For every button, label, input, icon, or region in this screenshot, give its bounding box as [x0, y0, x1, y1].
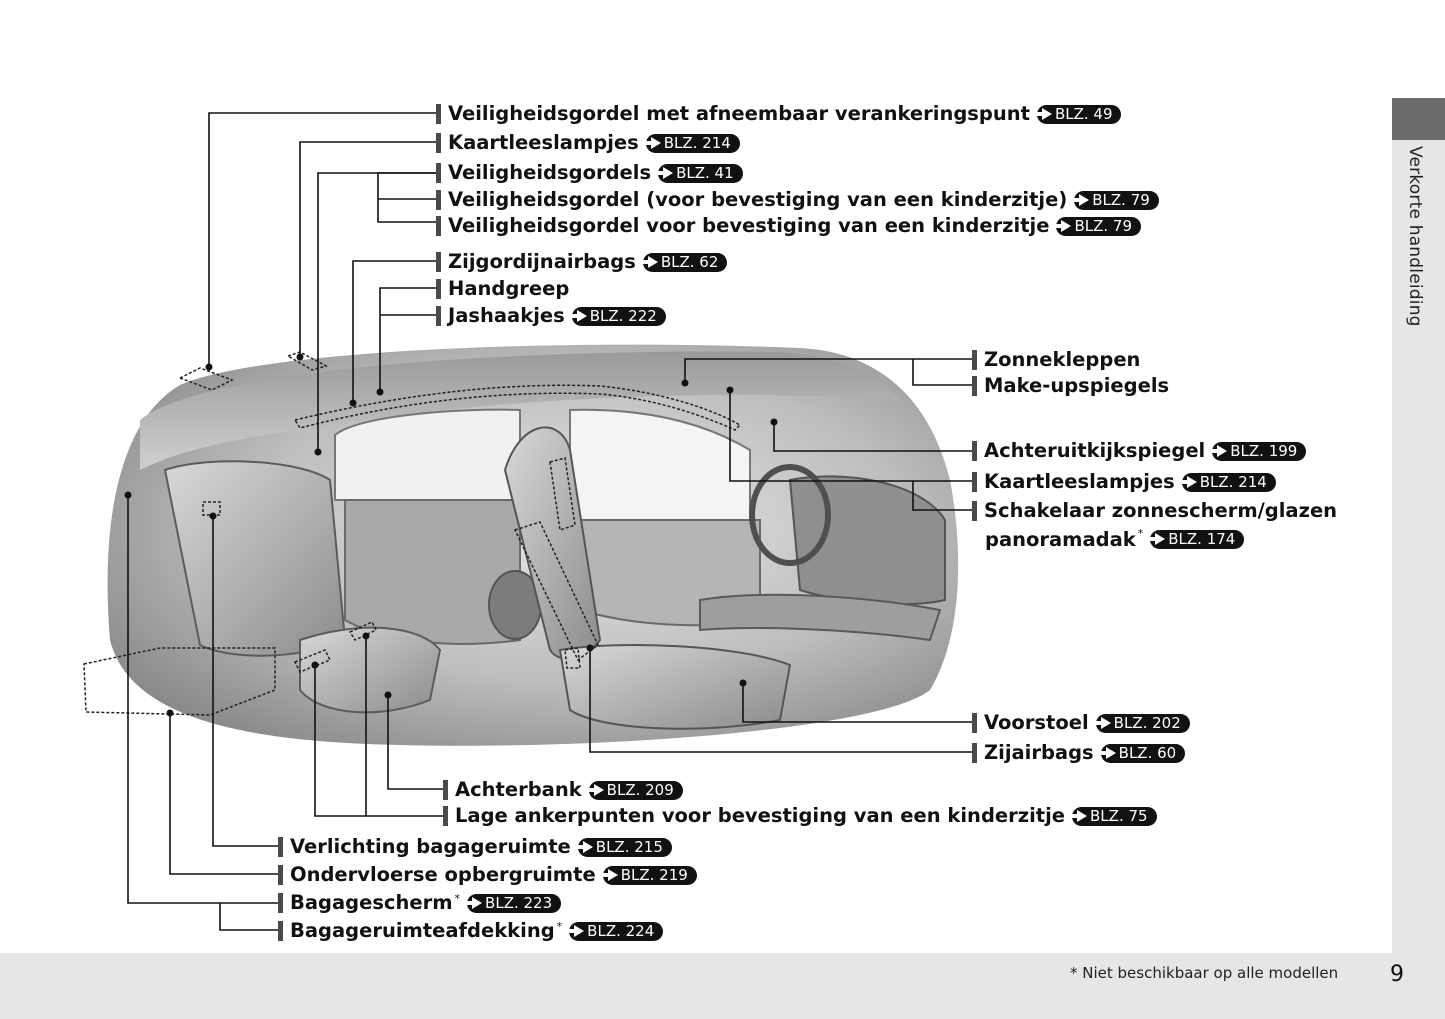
- page-ref-link[interactable]: BLZ. 209: [589, 781, 683, 800]
- arrow-right-icon: [1079, 194, 1089, 206]
- arrow-right-icon: [1106, 747, 1116, 759]
- page-ref-link[interactable]: BLZ. 174: [1150, 530, 1244, 549]
- page-ref-link[interactable]: BLZ. 214: [1182, 473, 1276, 492]
- label-map-lights-rear: Kaartleeslampjes BLZ. 214: [436, 131, 740, 155]
- side-tab-label: Verkorte handleiding: [1405, 146, 1425, 327]
- arrow-right-icon: [651, 137, 661, 149]
- arrow-right-icon: [663, 167, 673, 179]
- arrow-right-icon: [574, 925, 584, 937]
- page-ref-link[interactable]: BLZ. 79: [1074, 191, 1159, 210]
- page-ref-link[interactable]: BLZ. 215: [578, 838, 672, 857]
- page-ref-link[interactable]: BLZ. 62: [643, 253, 728, 272]
- arrow-right-icon: [583, 841, 593, 853]
- label-side-airbags: Zijairbags BLZ. 60: [972, 741, 1185, 765]
- label-vanity-mirrors: Make-upspiegels: [972, 374, 1169, 398]
- page-ref-link[interactable]: BLZ. 79: [1056, 217, 1141, 236]
- footnote: * Niet beschikbaar op alle modellen: [1070, 964, 1339, 982]
- label-curtain-airbags: Zijgordijnairbags BLZ. 62: [436, 250, 727, 274]
- label-sunshade-switch-line2: panoramadak * BLZ. 174: [973, 527, 1244, 551]
- page-ref-link[interactable]: BLZ. 199: [1212, 442, 1306, 461]
- label-map-lights-front: Kaartleeslampjes BLZ. 214: [972, 470, 1276, 494]
- arrow-right-icon: [1101, 717, 1111, 729]
- arrow-right-icon: [577, 310, 587, 322]
- label-cargo-cover: Bagageruimteafdekking * BLZ. 224: [278, 919, 663, 943]
- label-underfloor-storage: Ondervloerse opbergruimte BLZ. 219: [278, 863, 697, 887]
- label-rear-seat: Achterbank BLZ. 209: [443, 778, 683, 802]
- arrow-right-icon: [648, 256, 658, 268]
- label-seatbelts: Veiligheidsgordels BLZ. 41: [436, 161, 743, 185]
- label-sunshade-switch: Schakelaar zonnescherm/glazen: [972, 499, 1337, 523]
- arrow-right-icon: [1061, 220, 1071, 232]
- label-cargo-screen: Bagagescherm * BLZ. 223: [278, 891, 561, 915]
- label-front-seat: Voorstoel BLZ. 202: [972, 711, 1190, 735]
- arrow-right-icon: [1155, 533, 1165, 545]
- label-seatbelt-child-seat: Veiligheidsgordel voor bevestiging van een kinderzitje BLZ. 79: [436, 214, 1141, 238]
- page-ref-link[interactable]: BLZ. 223: [467, 894, 561, 913]
- page-ref-link[interactable]: BLZ. 222: [572, 307, 666, 326]
- arrow-right-icon: [472, 897, 482, 909]
- page-ref-link[interactable]: BLZ. 224: [569, 922, 663, 941]
- label-seatbelt-child-seat-mount: Veiligheidsgordel (voor bevestiging van een kinderzitje) BLZ. 79: [436, 188, 1159, 212]
- label-cargo-light: Verlichting bagageruimte BLZ. 215: [278, 835, 672, 859]
- page-number: 9: [1390, 962, 1404, 987]
- arrow-right-icon: [1187, 476, 1197, 488]
- page-ref-link[interactable]: BLZ. 49: [1037, 105, 1122, 124]
- page-ref-link[interactable]: BLZ. 219: [603, 866, 697, 885]
- label-seatbelt-detachable: Veiligheidsgordel met afneembaar verankeringspunt BLZ. 49: [436, 102, 1121, 126]
- label-grab-handle: Handgreep: [436, 277, 569, 301]
- label-rearview-mirror: Achteruitkijkspiegel BLZ. 199: [972, 439, 1306, 463]
- page-ref-link[interactable]: BLZ. 41: [658, 164, 743, 183]
- arrow-right-icon: [608, 869, 618, 881]
- page-ref-link[interactable]: BLZ. 214: [646, 134, 740, 153]
- arrow-right-icon: [1042, 108, 1052, 120]
- arrow-right-icon: [1077, 810, 1087, 822]
- page-ref-link[interactable]: BLZ. 202: [1096, 714, 1190, 733]
- label-coat-hooks: Jashaakjes BLZ. 222: [436, 304, 666, 328]
- page-ref-link[interactable]: BLZ. 60: [1101, 744, 1186, 763]
- arrow-right-icon: [1217, 445, 1227, 457]
- label-lower-anchors: Lage ankerpunten voor bevestiging van een kinderzitje BLZ. 75: [443, 804, 1157, 828]
- label-sun-visors: Zonnekleppen: [972, 348, 1140, 372]
- arrow-right-icon: [594, 784, 604, 796]
- page-ref-link[interactable]: BLZ. 75: [1072, 807, 1157, 826]
